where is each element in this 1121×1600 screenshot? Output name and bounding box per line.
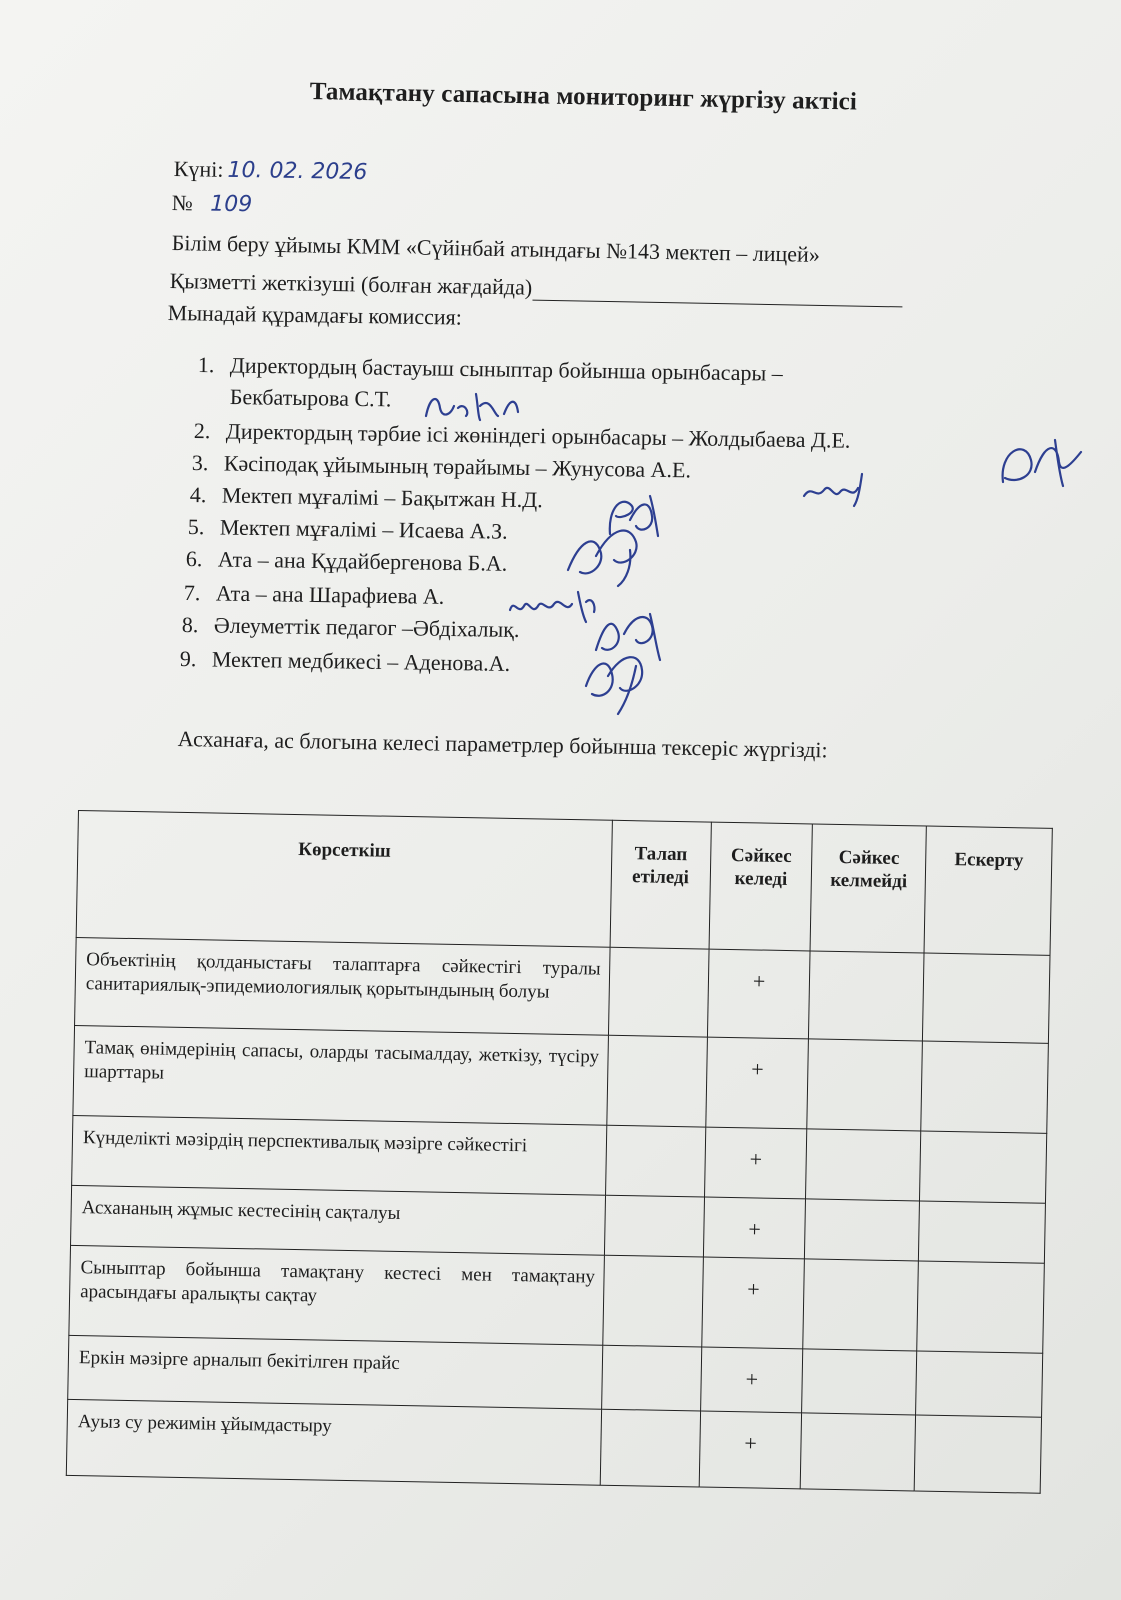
note-cell: [915, 1415, 1042, 1493]
note-cell: [923, 953, 1050, 1043]
inspection-table: [66, 810, 1053, 1494]
member-number: 2.: [193, 418, 211, 444]
noncompliant-cell: [806, 1129, 921, 1201]
indicator-cell: Еркін мәзірге арналып бекітілген прайс: [68, 1335, 603, 1409]
member-text-continued: Бекбатырова С.Т.: [229, 384, 392, 412]
note-cell: [919, 1201, 1046, 1263]
note-cell: [920, 1131, 1047, 1203]
required-cell: [602, 1255, 703, 1347]
indicator-cell: Күнделікті мәзірдің перспективалық мәзірге сәйкестігі: [72, 1115, 607, 1195]
number-label: №: [171, 190, 193, 216]
noncompliant-cell: [801, 1413, 916, 1491]
provider-blank: [532, 278, 902, 308]
organization-line: Білім беру ұйымы КММ «Сүйінбай атындағы №143 мектеп – лицей»: [171, 230, 821, 267]
date-value: 10. 02. 2026: [227, 157, 368, 186]
member-text: Кәсіподақ ұйымының төрайымы – Жунусова А.Е.: [223, 450, 692, 483]
note-cell: [921, 1041, 1048, 1133]
member-number: 1.: [197, 352, 215, 378]
commission-member: [188, 514, 508, 545]
table-row: [73, 1025, 1048, 1133]
compliant-cell: +: [703, 1197, 806, 1259]
header-required: Талап етіледі: [610, 820, 712, 949]
compliant-cell: +: [699, 1411, 802, 1489]
note-cell: [917, 1261, 1044, 1353]
noncompliant-cell: [807, 1039, 923, 1131]
document-title: Тамақтану сапасына мониторинг жүргізу актісі: [309, 78, 858, 116]
noncompliant-cell: [809, 951, 925, 1041]
indicator-cell: Тамақ өнімдерінің сапасы, оларды тасымалдау, жеткізу, түсіру шарттары: [73, 1025, 608, 1125]
table-row: [69, 1245, 1044, 1353]
signature-mark: [560, 520, 650, 590]
commission-member: [186, 546, 508, 577]
noncompliant-cell: [803, 1259, 919, 1351]
signature-mark: [420, 386, 530, 426]
member-number: 3.: [191, 450, 209, 476]
member-number: 7.: [183, 580, 201, 606]
commission-member: [198, 352, 783, 387]
noncompliant-cell: [805, 1199, 920, 1261]
member-text: Директордың тәрбие ісі жөніндегі орынбасары – Жолдыбаева Д.Е.: [225, 418, 851, 453]
inspection-line: Асханаға, ас блогына келесі параметрлер бойынша тексеріс жүргізді:: [177, 726, 828, 763]
required-cell: [604, 1195, 704, 1257]
compliant-cell: +: [707, 949, 810, 1039]
signature-mark: [995, 432, 1085, 492]
member-text: Мектеп медбикесі – Аденова.А.: [211, 646, 511, 676]
commission-member: [184, 580, 445, 610]
header-compliant: Сәйкес келеді: [709, 822, 813, 951]
compliant-cell: +: [702, 1257, 805, 1349]
commission-member-continued: [230, 384, 392, 412]
member-text: Мектеп мұғалімі – Исаева А.З.: [219, 514, 508, 544]
commission-member: [180, 646, 511, 677]
member-text: Мектеп мұғалімі – Бақытжан Н.Д.: [221, 482, 543, 513]
member-text: Ата – ана Құдайбергенова Б.А.: [217, 546, 508, 576]
required-cell: [601, 1345, 701, 1411]
compliant-cell: +: [706, 1037, 809, 1129]
inspection-table-wrapper: [66, 810, 1063, 1494]
number-line: [172, 190, 253, 217]
member-number: 5.: [187, 514, 205, 540]
header-note: Ескерту: [924, 826, 1052, 955]
note-cell: [916, 1351, 1043, 1417]
signature-mark: [506, 588, 601, 624]
member-text: Ата – ана Шарафиева А.: [215, 580, 445, 609]
member-number: 8.: [181, 612, 199, 638]
compliant-cell: +: [704, 1127, 807, 1199]
member-number: 4.: [189, 482, 207, 508]
member-text: Әлеуметтік педагог –Әбдіхалық.: [213, 612, 520, 643]
required-cell: [606, 1035, 707, 1127]
date-line: [174, 156, 368, 185]
number-value: 109: [210, 191, 253, 218]
noncompliant-cell: [802, 1349, 917, 1415]
table-header-row: [76, 811, 1052, 956]
required-cell: [608, 947, 709, 1037]
required-cell: [600, 1409, 701, 1487]
header-indicator: Көрсеткіш: [76, 811, 612, 948]
member-text: Директордың бастауыш сыныптар бойынша орынбасары –: [229, 352, 783, 386]
commission-member: [190, 482, 543, 513]
member-number: 9.: [179, 646, 197, 672]
indicator-cell: Сыныптар бойынша тамақтану кестесі мен тамақтану арасындағы аралықты сақтау: [69, 1245, 604, 1345]
indicator-cell: Асхананың жұмыс кестесінің сақталуы: [71, 1185, 606, 1255]
header-noncompliant: Сәйкес келмейді: [810, 824, 926, 953]
signature-mark: [578, 646, 658, 716]
commission-member: [192, 450, 692, 483]
compliant-cell: +: [700, 1347, 803, 1413]
provider-label: Қызметті жеткізуші (болған жағдайда): [169, 268, 533, 300]
commission-member: [182, 612, 520, 643]
date-label: Күні:: [173, 156, 224, 182]
signature-mark: [800, 470, 870, 510]
member-number: 6.: [185, 546, 203, 572]
indicator-cell: Объектінің қолданыстағы талаптарға сәйкестігі туралы санитариялық-эпидемиологиялық қорытындының болуы: [75, 937, 610, 1035]
indicator-cell: Ауыз су режимін ұйымдастыру: [66, 1399, 601, 1485]
required-cell: [605, 1125, 706, 1197]
commission-line: Мынадай құрамдағы комиссия:: [167, 300, 463, 330]
